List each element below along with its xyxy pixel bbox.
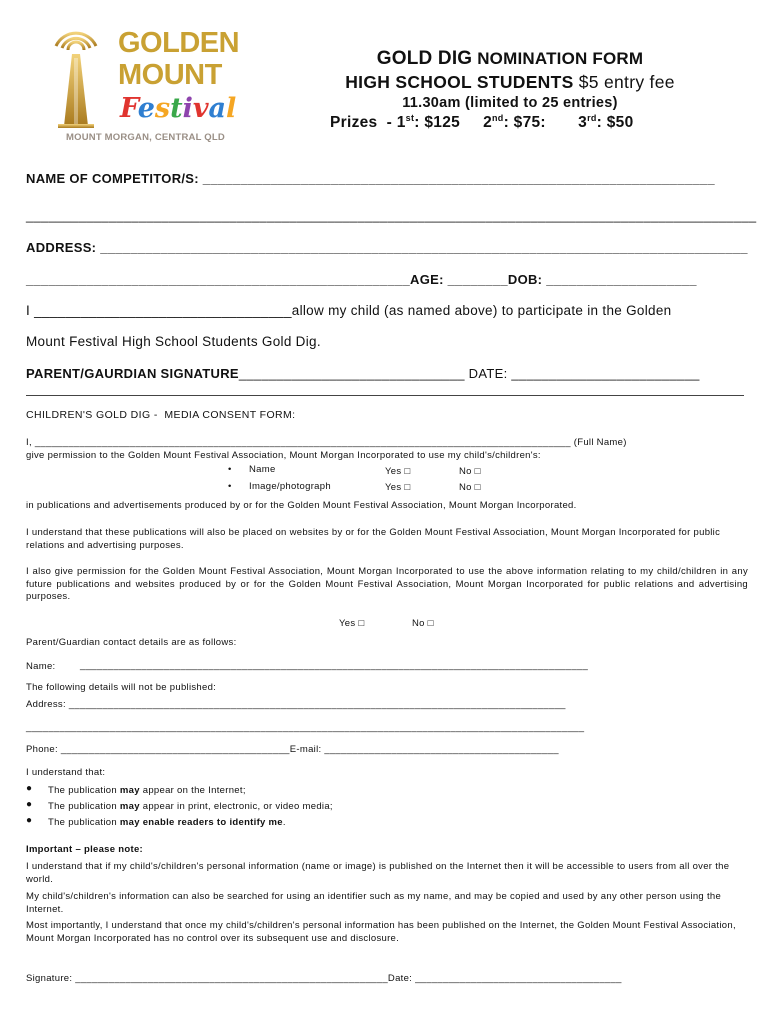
allow-statement-2: Mount Festival High School Students Gold Dig. — [26, 334, 321, 349]
contact-address-field[interactable]: Address: _________________________________________________________________________________________ — [26, 699, 566, 710]
logo-tagline: MOUNT MORGAN, CENTRAL QLD — [66, 132, 225, 143]
consent-future-yes[interactable]: Yes □ — [339, 618, 365, 629]
understand-intro: I understand that: — [26, 767, 106, 778]
allow-statement[interactable]: I _________________________________allow my child (as named above) to participate in the Golden — [26, 303, 672, 318]
contact-name-field[interactable]: ___________________________________________________________________________________________ — [80, 660, 589, 671]
competitor-name-field-line2[interactable]: _________________________________________________________________________________________________ — [26, 208, 757, 223]
consent-name-yes[interactable]: Yes □ — [385, 466, 411, 477]
important-para-3: Most importantly, I understand that once my child's/children's personal information has been published on the Internet, the Golden Mount Festival Association, Mount Morgan Incorporated has no control over its subsequent use and disclosure. — [26, 920, 736, 944]
divider — [26, 395, 744, 396]
parent-signature-field[interactable]: PARENT/GAURDIAN SIGNATURE______________________________ DATE: _________________________ — [26, 366, 700, 381]
consent-image-no[interactable]: No □ — [459, 482, 481, 493]
consent-future-no[interactable]: No □ — [412, 618, 434, 629]
understand-item-1: The publication may appear on the Internet; — [48, 785, 246, 796]
festival-logo — [38, 18, 240, 146]
consent-para-3: I also give permission for the Golden Mount Festival Association, Mount Morgan Incorporated to use the above information relating to my child/children in any future publications and websites produced by or for the Golden Mount Festival Association, Mount Morgan Incorporated for public relations and advertising purposes. — [26, 566, 748, 602]
logo-golden: GOLDEN — [118, 27, 240, 59]
full-name-field[interactable]: I, ________________________________________________________________________________________________ (Full Name) — [26, 437, 627, 448]
important-heading: Important – please note: — [26, 844, 143, 855]
final-signature-date-field[interactable]: Signature: ________________________________________________________Date: _____________________________________ — [26, 973, 622, 984]
understand-item-3: The publication may enable readers to identify me. — [48, 817, 286, 828]
important-para-1: I understand that if my child's/children's personal information (name or image) is published on the Internet then it will be accessible to users from all over the world. — [26, 861, 730, 885]
prizes: Prizes - 1st: $125 2nd: $75: 3rd: $50 — [330, 113, 634, 132]
form-title: GOLD DIG NOMINATION FORM — [376, 48, 644, 69]
consent-heading: CHILDREN'S GOLD DIG - MEDIA CONSENT FORM: — [26, 409, 296, 421]
important-para-2: My child's/children's information can also be searched for using an identifier such as my name, and may be copied and used by any other person using the Internet. — [26, 891, 722, 915]
permission-text: give permission to the Golden Mount Festival Association, Mount Morgan Incorporated to use my child's/children's: — [26, 450, 541, 461]
consent-name-no[interactable]: No □ — [459, 466, 481, 477]
understand-item-2: The publication may appear in print, electronic, or video media; — [48, 801, 333, 812]
consent-para-2: I understand that these publications will also be placed on websites by or for the Golden Mount Festival Association, Mount Morgan Incorporated for public relations and advertising purposes. — [26, 527, 721, 551]
contact-address-field-2[interactable]: ____________________________________________________________________________________________________ — [26, 722, 585, 733]
consent-item-name: Name — [249, 464, 276, 475]
bullet-icon: ● — [26, 783, 33, 794]
not-published-note: The following details will not be published: — [26, 682, 217, 693]
contact-intro: Parent/Guardian contact details are as follows: — [26, 637, 237, 648]
bullet-icon: ● — [26, 815, 33, 826]
contact-name-label: Name: — [26, 661, 56, 672]
phone-email-field[interactable]: Phone: _________________________________________E-mail: __________________________________________ — [26, 744, 559, 755]
consent-item-image: Image/photograph — [249, 481, 331, 492]
age-dob-field[interactable]: ___________________________________________________AGE: ________DOB: ____________________ — [26, 272, 697, 287]
form-subtitle: HIGH SCHOOL STUDENTS $5 entry fee — [345, 72, 675, 92]
event-time: 11.30am (limited to 25 entries) — [402, 95, 618, 111]
logo-mount: MOUNT — [118, 59, 222, 91]
bullet-icon: ● — [26, 799, 33, 810]
consent-para-1: in publications and advertisements produced by or for the Golden Mount Festival Association, Mount Morgan Incorporated. — [26, 500, 577, 511]
competitor-name-field[interactable]: NAME OF COMPETITOR/S: ____________________________________________________________________ — [26, 171, 715, 186]
bullet-icon: • — [228, 464, 232, 475]
bullet-icon: • — [228, 481, 232, 492]
consent-image-yes[interactable]: Yes □ — [385, 482, 411, 493]
logo-festival: Festival — [120, 93, 237, 124]
address-field[interactable]: ADDRESS: ______________________________________________________________________________________ — [26, 240, 748, 255]
